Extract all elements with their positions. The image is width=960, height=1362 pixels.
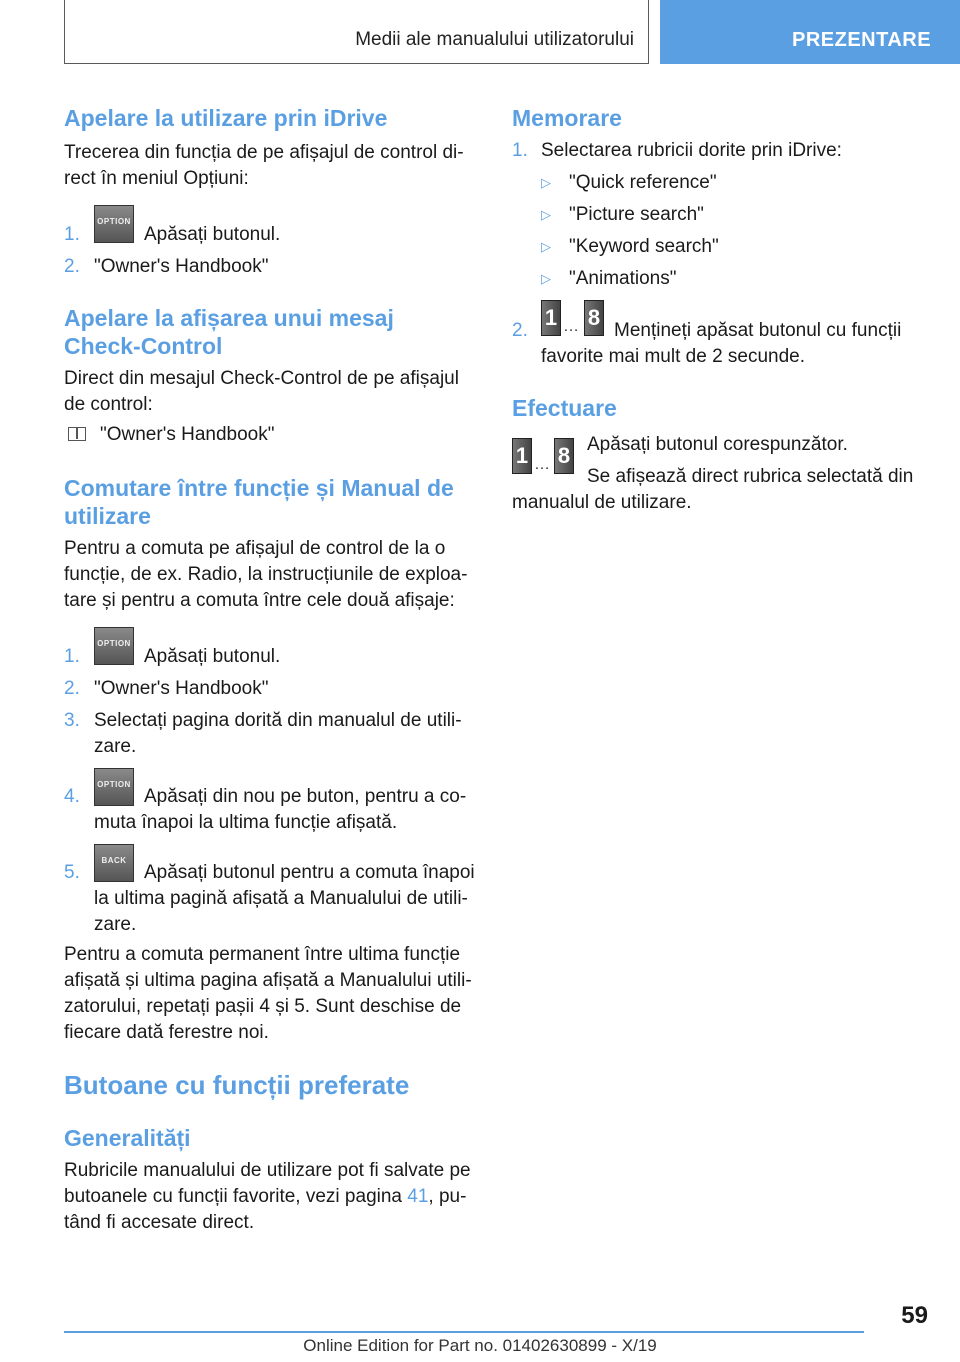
sub-item: "Keyword search" xyxy=(569,236,719,257)
sub-item: "Animations" xyxy=(569,268,677,289)
triangle-bullet-icon: ▷ xyxy=(541,271,551,286)
icon-item-text: "Owner's Handbook" xyxy=(100,424,275,445)
list-number: 5. xyxy=(64,862,80,883)
book-icon xyxy=(68,427,86,441)
list-item: Selectați pagina dorită din manualul de utili-zare. xyxy=(94,710,462,757)
option-button-icon: OPTION xyxy=(94,205,134,243)
sub-item: "Picture search" xyxy=(569,204,704,225)
list-item: Apăsați butonul. xyxy=(144,224,281,245)
ellipsis: … xyxy=(563,318,579,335)
option-button-icon: OPTION xyxy=(94,768,134,806)
key-1-icon: 1 xyxy=(512,438,532,474)
list-number: 2. xyxy=(64,256,80,277)
key-8-icon: 8 xyxy=(554,438,574,474)
list-number: 4. xyxy=(64,786,80,807)
section-title: Efectuare xyxy=(512,395,617,421)
triangle-bullet-icon: ▷ xyxy=(541,239,551,254)
footer-divider xyxy=(64,1331,864,1333)
paragraph: Pentru a comuta permanent între ultima funcție afișată și ultima pagina afișată a Manualului utili-zatorului, repetați pașii 4 și 5. Sunt deschise de fiecare dată ferestre noi. xyxy=(64,944,472,1043)
section-title: Apelare la utilizare prin iDrive xyxy=(64,105,388,131)
page-link[interactable]: 41 xyxy=(407,1186,429,1207)
paragraph: Rubricile manualului de utilizare pot fi salvate pe butoanele cu funcții favorite, vezi pagina 41, pu-tând fi accesate direct. xyxy=(64,1160,471,1233)
paragraph: Trecerea din funcția de pe afișajul de control di-rect în meniul Opțiuni: xyxy=(64,142,464,189)
ellipsis: … xyxy=(534,456,550,473)
triangle-bullet-icon: ▷ xyxy=(541,207,551,222)
section-title: Generalități xyxy=(64,1125,191,1151)
option-button-icon: OPTION xyxy=(94,627,134,665)
paragraph: Pentru a comuta pe afișajul de control de la o funcție, de ex. Radio, la instrucțiunile de exploa-tare și pentru a comuta între cele două afișaje: xyxy=(64,538,468,611)
list-item: Apăsați din nou pe buton, pentru a co-muta înapoi la ultima funcție afișată. xyxy=(94,786,467,833)
section-title: Memorare xyxy=(512,105,622,131)
section-title: Apelare la afișarea unui mesaj Check-Control xyxy=(64,305,394,359)
list-number: 1. xyxy=(64,224,80,245)
list-number: 3. xyxy=(64,710,80,731)
list-number: 2. xyxy=(512,320,528,341)
tab-label: PREZENTARE xyxy=(792,29,932,51)
list-number: 2. xyxy=(64,678,80,699)
header-box xyxy=(64,0,649,64)
list-item: Apăsați butonul. xyxy=(144,646,281,667)
list-number: 1. xyxy=(64,646,80,667)
key-1-icon: 1 xyxy=(541,300,561,336)
list-item: Mențineți apăsat butonul cu funcții favorite mai mult de 2 secunde. xyxy=(541,320,902,367)
triangle-bullet-icon: ▷ xyxy=(541,175,551,190)
back-button-icon: BACK xyxy=(94,844,134,882)
paragraph: Se afișează direct rubrica selectată din manualul de utilizare. xyxy=(512,466,914,513)
paragraph: Direct din mesajul Check-Control de pe afișajul de control: xyxy=(64,368,459,415)
list-item: "Owner's Handbook" xyxy=(94,678,269,699)
footer-edition: Online Edition for Part no. 01402630899 - X/19 xyxy=(303,1336,657,1355)
list-number: 1. xyxy=(512,140,528,161)
list-item: "Owner's Handbook" xyxy=(94,256,269,277)
page-number: 59 xyxy=(901,1302,928,1329)
section-title: Comutare între funcție și Manual de utilizare xyxy=(64,475,454,529)
list-item: Selectarea rubricii dorite prin iDrive: xyxy=(541,140,842,161)
tab-prezentare[interactable] xyxy=(660,0,960,64)
sub-item: "Quick reference" xyxy=(569,172,717,193)
paragraph: Apăsați butonul corespunzător. xyxy=(587,434,848,455)
list-item: Apăsați butonul pentru a comuta înapoi la ultima pagină afișată a Manualului de utili-zare. xyxy=(94,862,475,935)
key-8-icon: 8 xyxy=(584,300,604,336)
chapter-title: Butoane cu funcții preferate xyxy=(64,1070,410,1100)
header-title: Medii ale manualului utilizatorului xyxy=(355,29,634,50)
